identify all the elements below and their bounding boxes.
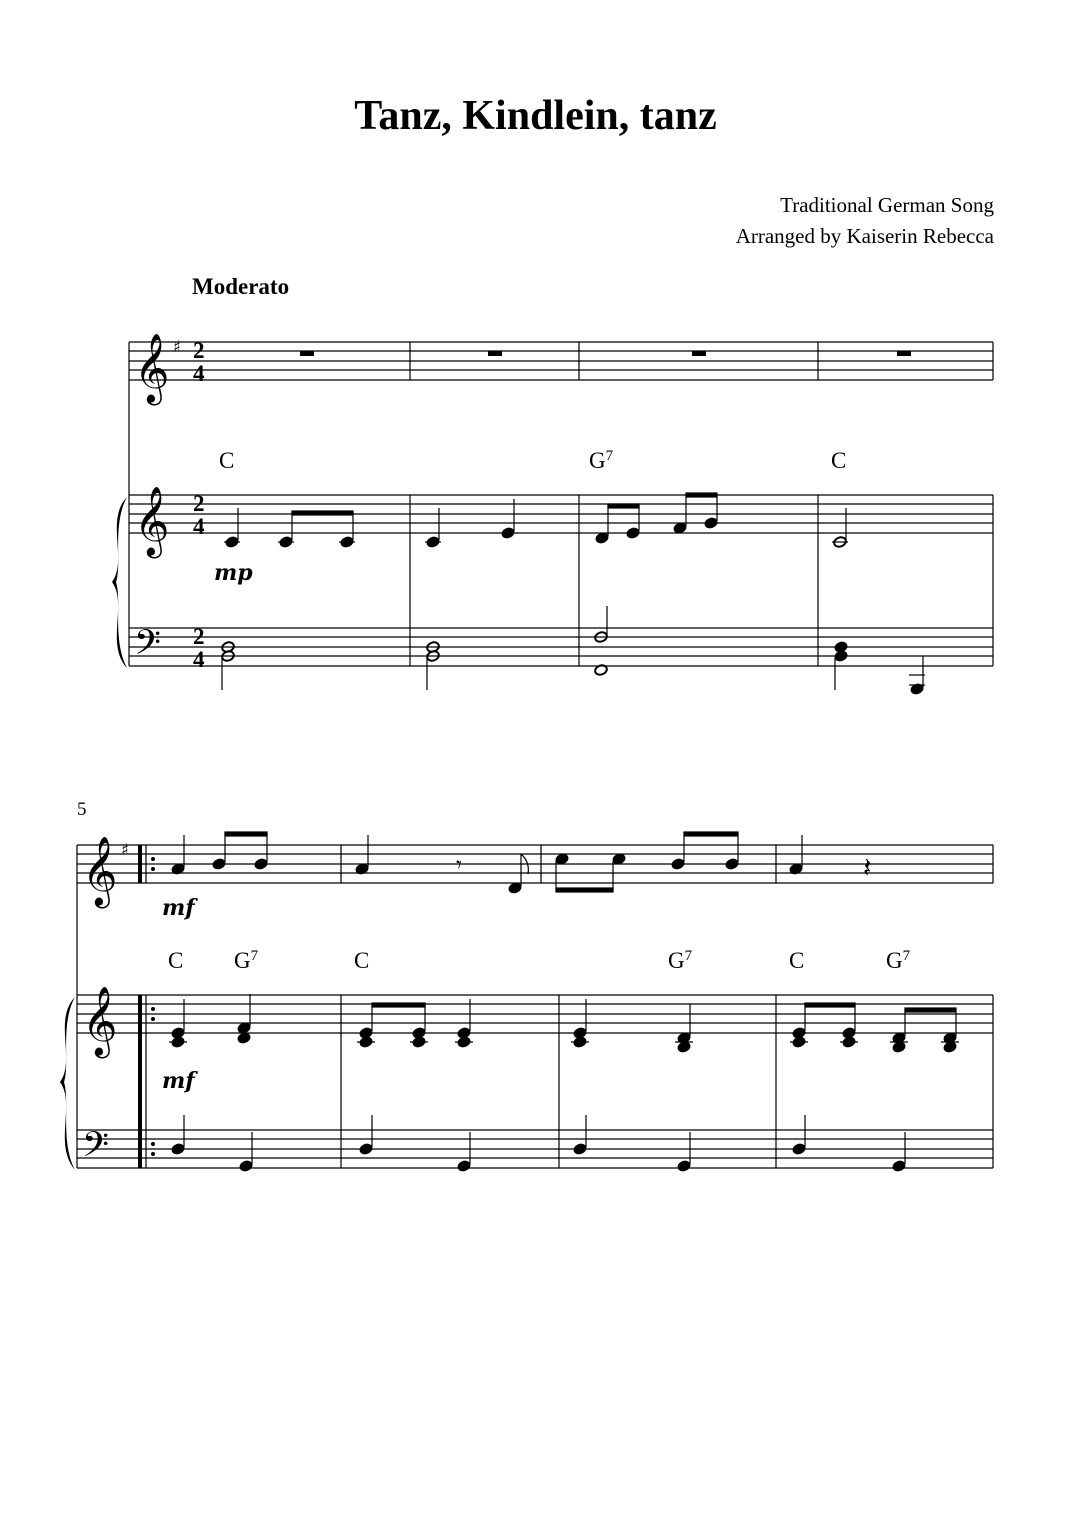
treble-clef-icon: 𝄞: [82, 986, 118, 1056]
chord-symbol: $G^7$: [668, 948, 693, 973]
measure-number: 5: [77, 799, 87, 820]
svg-text:2: 2: [193, 491, 205, 516]
chord-symbol: C: [831, 448, 847, 473]
svg-text:4: 4: [193, 647, 205, 672]
sharp-icon: ♯: [173, 337, 181, 356]
chord-symbol: C: [219, 448, 235, 473]
piano-bass-notes-1: [221, 606, 925, 695]
piano-bass-staff-2: [77, 1130, 993, 1168]
svg-text:2: 2: [193, 338, 205, 363]
piano-treble-notes-1: [224, 493, 848, 548]
whole-rests: [300, 351, 911, 356]
piano-brace-1: [112, 497, 127, 668]
dynamic-marking: mf: [162, 1068, 195, 1094]
svg-text:2: 2: [193, 624, 205, 649]
svg-text:4: 4: [193, 514, 205, 539]
dynamic-marking: mf: [162, 895, 195, 921]
tempo-marking: Moderato: [192, 274, 290, 299]
chord-symbol: C: [168, 948, 184, 973]
repeat-start: [140, 845, 146, 1168]
piano-bass-notes-2: [171, 1115, 906, 1172]
dynamic-marking: mp: [214, 560, 253, 586]
chord-symbol: $G^7$: [234, 948, 259, 973]
sharp-icon: ♯: [121, 840, 129, 859]
bass-clef-icon: 𝄢: [82, 1124, 110, 1173]
piano-bass-staff-1: [129, 628, 993, 666]
score-title: Tanz, Kindlein, tanz: [354, 93, 717, 139]
piano-treble-notes-2: [169, 994, 959, 1053]
treble-clef-icon: 𝄞: [134, 486, 170, 556]
chord-symbol: C: [354, 948, 370, 973]
quarter-rest-icon: 𝄽: [863, 851, 872, 884]
bass-clef-icon: 𝄢: [134, 622, 162, 671]
melody-notes-2: [171, 832, 872, 894]
arranger-credit: Arranged by Kaiserin Rebecca: [735, 224, 994, 248]
treble-clef-icon: 𝄞: [134, 333, 170, 403]
eighth-rest-icon: 𝄾: [456, 853, 462, 878]
piano-brace-2: [60, 997, 75, 1170]
chord-symbol: $G^7$: [886, 948, 911, 973]
svg-text:4: 4: [193, 361, 205, 386]
time-signature: [193, 338, 205, 672]
chord-symbol: $G^7$: [589, 448, 614, 473]
melody-staff-1: [129, 342, 993, 380]
composer-credit: Traditional German Song: [780, 193, 994, 217]
treble-clef-icon: 𝄞: [82, 836, 118, 906]
piano-treble-staff-1: [129, 495, 993, 533]
chord-symbol: C: [789, 948, 805, 973]
